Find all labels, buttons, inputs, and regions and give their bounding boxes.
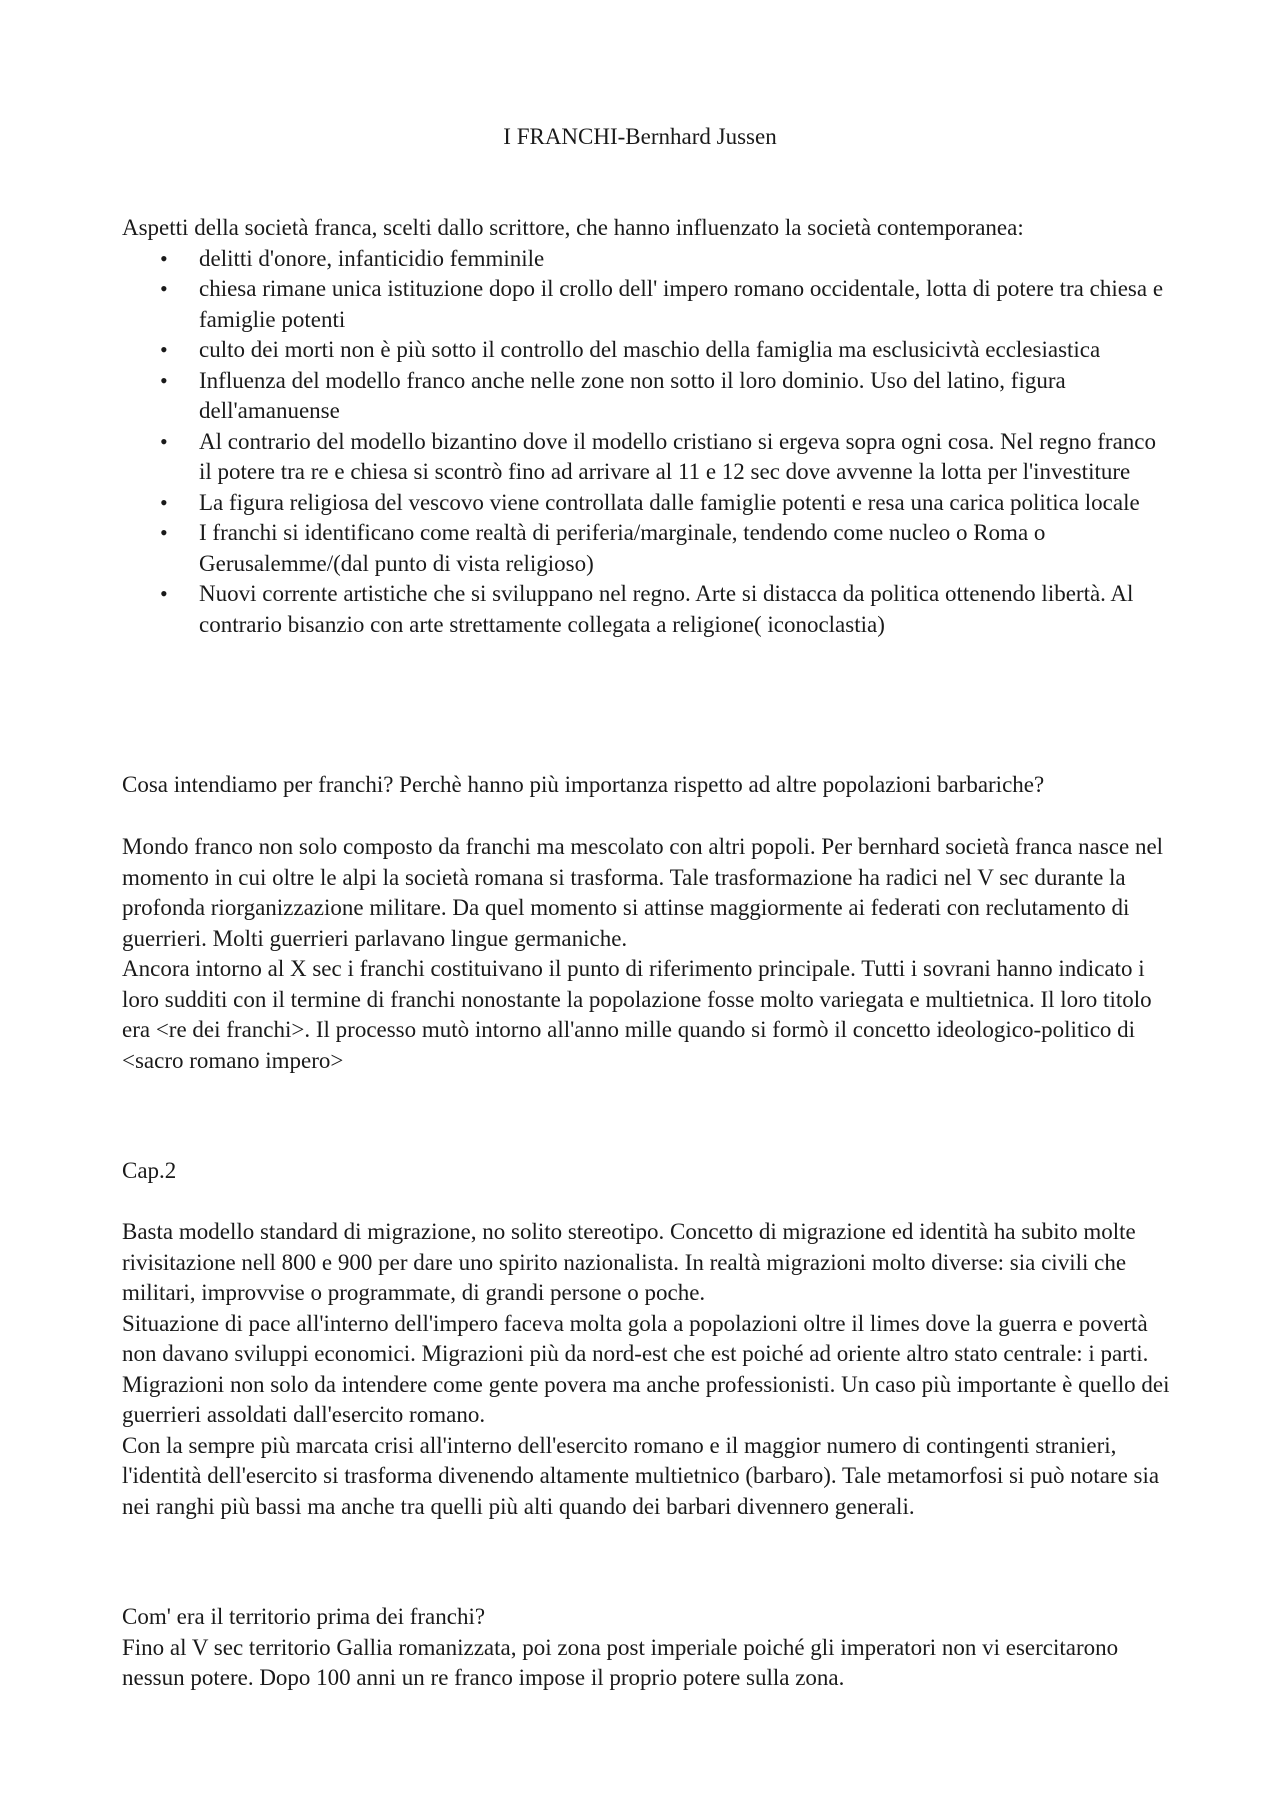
- question-text: Cosa intendiamo per franchi? Perchè hanno più importanza rispetto ad altre popolazioni barbariche?: [122, 772, 1045, 797]
- list-item: • delitti d'onore, infanticidio femminile: [122, 244, 1172, 275]
- list-item: • Nuovi corrente artistiche che si sviluppano nel regno. Arte si distacca da politica ottenendo libertà. Al contrario bisanzio con arte strettamente collegata a religione( iconoclastia): [122, 579, 1172, 640]
- list-item: • I franchi si identificano come realtà di periferia/marginale, tendendo come nucleo o Roma o Gerusalemme/(dal punto di vista religioso): [122, 518, 1172, 579]
- document-title: I FRANCHI-Bernhard Jussen: [503, 124, 777, 149]
- paragraph: Con la sempre più marcata crisi all'interno dell'esercito romano e il maggior numero di contingenti stranieri, l'identità dell'esercito si trasforma divenendo altamente multietnico (barbaro). Tale metamorfosi si può notare sia nei ranghi più bassi ma anche tra quelli più alti quando dei barbari divennero generali.: [122, 1432, 1160, 1519]
- paragraph: Migrazioni non solo da intendere come gente povera ma anche professionisti. Un caso più importante è quello dei guerrieri assoldati dall'esercito romano.: [122, 1371, 1170, 1427]
- list-item: • chiesa rimane unica istituzione dopo il crollo dell' impero romano occidentale, lotta di potere tra chiesa e famiglie potenti: [122, 274, 1172, 335]
- intro-text: Aspetti della società franca, scelti dallo scrittore, che hanno influenzato la società contemporanea:: [122, 215, 1024, 240]
- intro-section: [122, 213, 1172, 640]
- aspects-list: [122, 244, 1172, 641]
- paragraph: Situazione di pace all'interno dell'impero faceva molta gola a popolazioni oltre il limes dove la guerra e povertà non davano sviluppi economici. Migrazioni più da nord-est che est poiché ad oriente altro stato centrale: i parti.: [122, 1310, 1149, 1366]
- paragraph: Basta modello standard di migrazione, no solito stereotipo. Concetto di migrazione ed identità ha subito molte rivisitazione nell 800 e 900 per dare uno spirito nazionalista. In realtà migrazioni molto diverse: sia civili che militari, improvvise o programmate, di grandi persone o poche.: [122, 1219, 1136, 1305]
- list-item: • La figura religiosa del vescovo viene controllata dalle famiglie potenti e resa una carica politica locale: [122, 488, 1172, 519]
- list-item: • Al contrario del modello bizantino dove il modello cristiano si ergeva sopra ogni cosa. Nel regno franco il potere tra re e chiesa si scontrò fino ad arrivare al 11 e 12 sec dove avvenne la lotta per l'investiture: [122, 427, 1172, 488]
- question-franchi: [122, 770, 1172, 801]
- question-text: Com' era il territorio prima dei franchi?: [122, 1604, 486, 1629]
- paragraph: Fino al V sec territorio Gallia romanizzata, poi zona post imperiale poiché gli imperatori non vi esercitarono nessun potere. Dopo 100 anni un re franco impose il proprio potere sulla zona.: [122, 1634, 1119, 1690]
- chapter-2-section: [122, 1217, 1172, 1522]
- list-item: • Influenza del modello franco anche nelle zone non sotto il loro dominio. Uso del latino, figura dell'amanuense: [122, 366, 1172, 427]
- chapter-heading: [122, 1156, 1172, 1187]
- territory-section: [122, 1602, 1172, 1694]
- list-item: • culto dei morti non è più sotto il controllo del maschio della famiglia ma esclusicivtà ecclesiastica: [122, 335, 1172, 366]
- chapter-label: Cap.2: [122, 1158, 177, 1183]
- paragraph: Ancora intorno al X sec i franchi costituivano il punto di riferimento principale. Tutti i sovrani hanno indicato i loro sudditi con il termine di franchi nonostante la popolazione fosse molto variegata e multietnica. Il loro titolo era <re dei franchi>. Il processo mutò intorno all'anno mille quando si formò il concetto ideologico-politico di <sacro romano impero>: [122, 956, 1152, 1073]
- paragraph: Mondo franco non solo composto da franchi ma mescolato con altri popoli. Per bernhard società franca nasce nel momento in cui oltre le alpi la società romana si trasforma. Tale trasformazione ha radici nel V sec durante la profonda riorganizzazione militare. Da quel momento si attinse maggiormente ai federati con reclutamento di guerrieri. Molti guerrieri parlavano lingue germaniche.: [122, 834, 1164, 951]
- section-franchi: [122, 832, 1172, 1076]
